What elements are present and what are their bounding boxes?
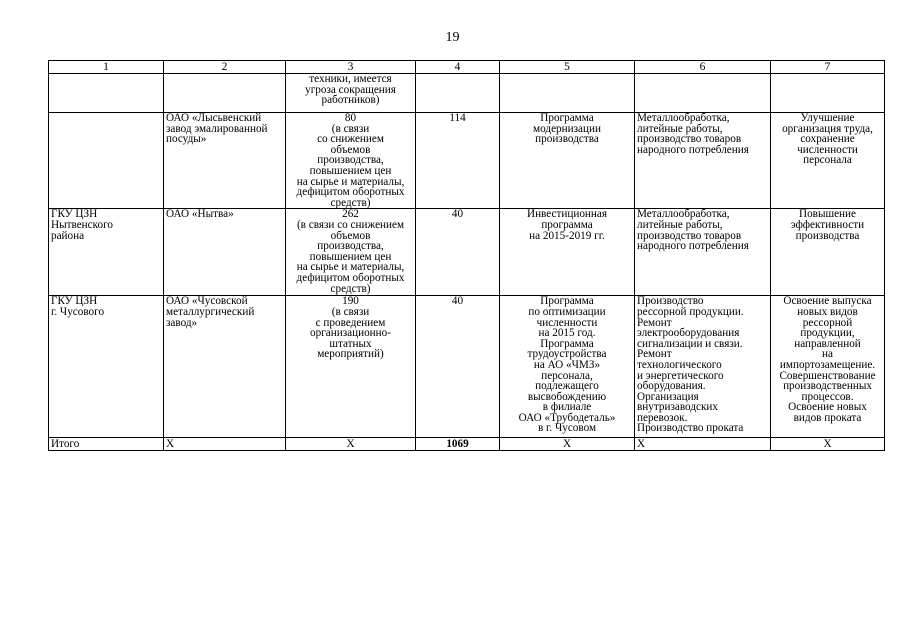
cell-text-line: Улучшение bbox=[800, 112, 855, 124]
cell-layoffs bbox=[286, 296, 416, 438]
total-row bbox=[49, 438, 885, 451]
cell-text-line: программа bbox=[541, 218, 593, 231]
total-cell-3: Х bbox=[286, 438, 416, 451]
cell-count: 40 bbox=[416, 209, 500, 296]
cell-text-line: со снижением bbox=[317, 133, 384, 146]
cell-program bbox=[500, 74, 635, 113]
header-cell-2: 2 bbox=[164, 61, 286, 74]
cell-text-line: народного потребления bbox=[637, 240, 749, 253]
cell-text-line: и энергетического bbox=[637, 369, 724, 382]
cell-text-line: ГКУ ЦЗН bbox=[51, 295, 98, 308]
cell-text-line: средств) bbox=[330, 196, 371, 209]
cell-text-line: народного потребления bbox=[637, 143, 749, 156]
cell-text-line: производства bbox=[795, 229, 860, 242]
cell-text-line: Программа bbox=[540, 337, 594, 350]
cell-text-line: средств) bbox=[330, 282, 371, 295]
cell-text-line: объемов bbox=[330, 143, 371, 156]
cell-count: 114 bbox=[416, 113, 500, 209]
cell-text-line: оборудования. bbox=[637, 380, 706, 393]
cell-text-line: на сырье и материалы, bbox=[296, 175, 405, 188]
table-row bbox=[49, 296, 885, 438]
cell-text-line: на bbox=[822, 348, 833, 361]
employment-table bbox=[48, 60, 885, 451]
cell-text-line: продукции, bbox=[800, 327, 855, 340]
table-row bbox=[49, 113, 885, 209]
header-cell-6: 6 bbox=[635, 61, 771, 74]
total-cell-7: Х bbox=[771, 438, 885, 451]
cell-text-line: высвобождению bbox=[527, 390, 607, 403]
cell-text-line: внутризаводских bbox=[637, 401, 719, 414]
cell-program bbox=[500, 113, 635, 209]
cell-text-line: электрооборудования bbox=[637, 327, 740, 340]
cell-text-line: (в связи bbox=[331, 305, 370, 318]
cell-text-line: угроза сокращения bbox=[305, 83, 396, 96]
cell-text-line: завод эмалированной bbox=[166, 122, 268, 135]
cell-text-line: перевозок. bbox=[637, 411, 688, 424]
header-cell-5: 5 bbox=[500, 61, 635, 74]
cell-text-line: трудоустройства bbox=[527, 348, 607, 361]
cell-text-line: организационно- bbox=[310, 327, 391, 340]
cell-text-line: ОАО «Чусовской bbox=[166, 295, 248, 308]
cell-program bbox=[500, 296, 635, 438]
cell-text-line: подлежащего bbox=[535, 380, 599, 393]
cell-activity bbox=[635, 209, 771, 296]
cell-text-line: Освоение новых bbox=[788, 401, 867, 414]
cell-text-line: Программа bbox=[540, 295, 594, 308]
cell-count: 40 bbox=[416, 296, 500, 438]
cell-text-line: численности bbox=[797, 143, 858, 156]
cell-text-line: дефицитом оборотных bbox=[296, 271, 405, 284]
cell-text-line: района bbox=[51, 229, 85, 242]
cell-text-line: Инвестиционная bbox=[526, 208, 608, 221]
header-cell-3: 3 bbox=[286, 61, 416, 74]
cell-text-line: направленной bbox=[794, 337, 861, 350]
cell-text-line: Ремонт bbox=[637, 316, 672, 329]
cell-text-line: на АО «ЧМЗ» bbox=[533, 358, 601, 371]
cell-layoffs bbox=[286, 74, 416, 113]
cell-program bbox=[500, 209, 635, 296]
cell-text-line: ОАО «Лысьвенский bbox=[166, 112, 262, 124]
cell-text-line: Ремонт bbox=[637, 348, 672, 361]
header-cell-7: 7 bbox=[771, 61, 885, 74]
cell-text-line: производства, bbox=[317, 240, 384, 253]
cell-activity bbox=[635, 296, 771, 438]
cell-text-line: Совершенствование bbox=[779, 369, 876, 382]
header-row bbox=[49, 61, 885, 74]
cell-text-line: ОАО «Трубодеталь» bbox=[518, 411, 616, 424]
cell-text-line: по оптимизации bbox=[528, 305, 606, 318]
cell-result bbox=[771, 74, 885, 113]
cell-text-line: дефицитом оборотных bbox=[296, 186, 405, 199]
cell-result bbox=[771, 209, 885, 296]
cell-text-line: на 2015 год. bbox=[538, 327, 596, 340]
cell-text-line: Производство проката bbox=[637, 422, 744, 435]
cell-text-line: рессорной продукции. bbox=[637, 305, 744, 318]
cell-text-line: производства bbox=[535, 133, 599, 146]
cell-text-line: Повышение bbox=[799, 208, 856, 221]
cell-text-line: г. Чусового bbox=[51, 305, 105, 318]
cell-text-line: производственных bbox=[783, 380, 872, 393]
cell-text-line: Освоение выпуска bbox=[783, 295, 872, 308]
cell-result bbox=[771, 296, 885, 438]
table-row bbox=[49, 74, 885, 113]
cell-employment-center bbox=[49, 113, 164, 209]
cell-text-line: ГКУ ЦЗН bbox=[51, 208, 98, 221]
cell-text-line: 80 bbox=[344, 112, 357, 124]
total-count: 1069 bbox=[416, 438, 500, 451]
cell-text-line: рессорной bbox=[802, 316, 853, 329]
cell-text-line: производства, bbox=[317, 154, 384, 167]
cell-text-line: посуды» bbox=[166, 133, 207, 146]
cell-text-line: техники, имеется bbox=[309, 73, 392, 85]
cell-text-line: в г. Чусовом bbox=[537, 422, 597, 435]
cell-text-line: сохранение bbox=[800, 133, 855, 146]
cell-text-line: работников) bbox=[321, 94, 380, 107]
cell-text-line: литейные работы, bbox=[637, 122, 723, 135]
total-label: Итого bbox=[49, 438, 164, 451]
cell-text-line: импортозамещение. bbox=[779, 358, 876, 371]
table-row bbox=[49, 209, 885, 296]
cell-text-line: сигнализации и связи. bbox=[637, 337, 743, 350]
cell-enterprise bbox=[164, 74, 286, 113]
cell-enterprise bbox=[164, 113, 286, 209]
cell-text-line: видов проката bbox=[793, 411, 862, 424]
cell-text-line: 190 bbox=[342, 295, 359, 308]
cell-text-line: (в связи bbox=[331, 122, 370, 135]
cell-text-line: на сырье и материалы, bbox=[296, 261, 405, 274]
total-cell-5: Х bbox=[500, 438, 635, 451]
cell-text-line: процессов. bbox=[801, 390, 854, 403]
cell-layoffs bbox=[286, 209, 416, 296]
cell-text-line: организация труда, bbox=[782, 122, 873, 135]
cell-text-line: Организация bbox=[637, 390, 699, 403]
cell-text-line: (в связи со снижением bbox=[296, 218, 405, 231]
cell-text-line: ОАО «Нытва» bbox=[166, 208, 234, 221]
cell-text-line: эффективности bbox=[790, 218, 865, 231]
cell-text-line: повышением цен bbox=[309, 250, 392, 263]
cell-employment-center bbox=[49, 296, 164, 438]
cell-text-line: численности bbox=[536, 316, 598, 329]
cell-text-line: литейные работы, bbox=[637, 218, 723, 231]
cell-text-line: в филиале bbox=[542, 401, 592, 414]
header-cell-4: 4 bbox=[416, 61, 500, 74]
cell-enterprise bbox=[164, 296, 286, 438]
cell-text-line: 262 bbox=[342, 208, 359, 221]
cell-text-line: технологического bbox=[637, 358, 722, 371]
cell-activity bbox=[635, 74, 771, 113]
cell-text-line: объемов bbox=[330, 229, 371, 242]
cell-text-line: производство товаров bbox=[637, 229, 742, 242]
cell-text-line: модернизации bbox=[533, 122, 601, 135]
cell-text-line: металлургический bbox=[166, 305, 255, 318]
total-cell-2: Х bbox=[164, 438, 286, 451]
cell-count bbox=[416, 74, 500, 113]
cell-text-line: Нытвенского bbox=[51, 218, 113, 231]
header-cell-1: 1 bbox=[49, 61, 164, 74]
cell-text-line: повышением цен bbox=[309, 164, 392, 177]
cell-text-line: персонала bbox=[803, 154, 852, 167]
cell-enterprise bbox=[164, 209, 286, 296]
cell-text-line: персонала, bbox=[541, 369, 593, 382]
cell-text-line: завод» bbox=[166, 316, 198, 329]
page-number: 19 bbox=[445, 30, 460, 45]
cell-text-line: на 2015-2019 гг. bbox=[529, 229, 605, 242]
cell-employment-center bbox=[49, 74, 164, 113]
cell-activity bbox=[635, 113, 771, 209]
cell-text-line: штатных bbox=[329, 337, 372, 350]
cell-result bbox=[771, 113, 885, 209]
cell-text-line: новых видов bbox=[797, 305, 858, 318]
cell-text-line: производство товаров bbox=[637, 133, 742, 146]
cell-text-line: с проведением bbox=[315, 316, 386, 329]
cell-layoffs bbox=[286, 113, 416, 209]
cell-text-line: Производство bbox=[637, 295, 704, 308]
cell-text-line: Металлообработка, bbox=[637, 112, 730, 124]
cell-text-line: Программа bbox=[540, 112, 594, 124]
cell-text-line: Металлообработка, bbox=[637, 208, 730, 221]
total-cell-6: Х bbox=[635, 438, 771, 451]
cell-employment-center bbox=[49, 209, 164, 296]
cell-text-line: мероприятий) bbox=[317, 348, 384, 361]
